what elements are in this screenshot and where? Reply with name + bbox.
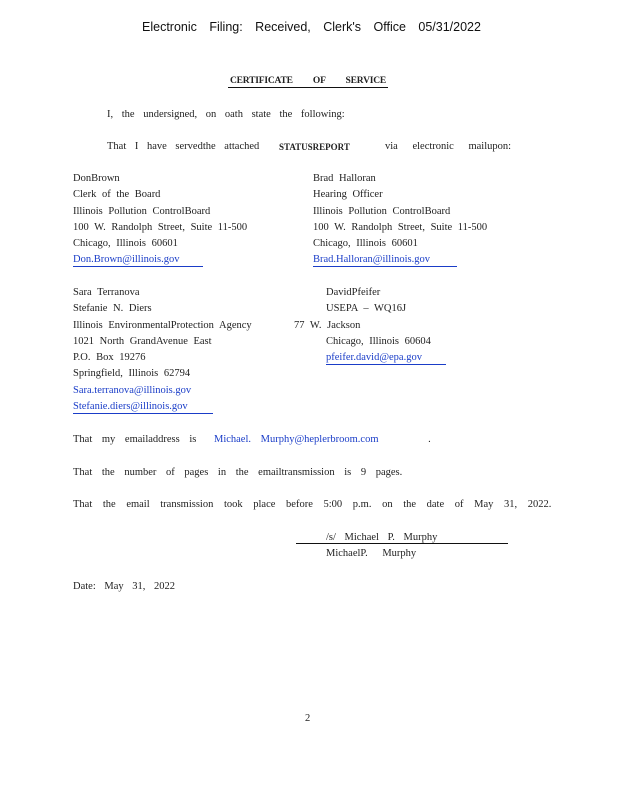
recipient-line: P.O. Box 19276 <box>73 352 146 364</box>
recipient-line: Chicago, Illinois 60601 <box>73 238 178 250</box>
email-link[interactable]: Brad.Halloran@illinois.gov <box>313 254 430 266</box>
recipient-line: Sara Terranova <box>73 287 140 298</box>
recipient-line: Springfield, Illinois 62794 <box>73 368 191 380</box>
email-link[interactable]: pfeifer.david@epa.gov <box>326 352 422 364</box>
email-underline <box>313 266 457 267</box>
served-statement-prefix: That I have servedthe attached <box>107 141 260 152</box>
recipient-line: USEPA – WQ16J <box>326 303 407 315</box>
recipient-line: Illinois Pollution ControlBoard <box>313 205 451 217</box>
email-statement-suffix: . <box>428 434 431 445</box>
email-underline <box>73 266 203 267</box>
certificate-title: CERTIFICATE OF SERVICE <box>230 76 387 86</box>
signature-date: Date: May 31, 2022 <box>73 581 175 592</box>
recipient-line: Chicago, Illinois 60601 <box>313 238 418 250</box>
recipient-line: 100 W. Randolph Street, Suite 11-500 <box>313 221 488 233</box>
transmission-time-statement: That the email transmission took place before 5:00 p.m. on the date of May 31, 2022. <box>73 499 552 510</box>
filing-stamp-header: Electronic Filing: Received, Clerk's Office 05/31/2022 <box>142 20 481 34</box>
served-statement-suffix: via electronic mailupon: <box>385 141 512 152</box>
signer-name: MichaelP. Murphy <box>326 548 417 559</box>
electronic-signature: /s/ Michael P. Murphy <box>326 532 438 543</box>
title-underline <box>228 87 388 88</box>
oath-statement: I, the undersigned, on oath state the following: <box>107 109 345 120</box>
email-link[interactable]: Don.Brown@illinois.gov <box>73 254 180 266</box>
recipient-line: Stefanie N. Diers <box>73 303 152 315</box>
recipient-line: Brad Halloran <box>313 173 376 184</box>
recipient-line: DonBrown <box>73 173 120 184</box>
email-underline <box>326 364 446 365</box>
recipient-line: DavidPfeifer <box>326 287 381 298</box>
email-underline <box>73 413 213 414</box>
page-count-statement: That the number of pages in the emailtransmission is 9 pages. <box>73 467 403 478</box>
served-document-name: STATUSREPORT <box>279 142 350 152</box>
recipient-line: 100 W. Randolph Street, Suite 11-500 <box>73 221 248 233</box>
recipient-don-brown <box>73 172 247 270</box>
recipient-line: Clerk of the Board <box>73 189 161 201</box>
email-address-statement <box>73 433 431 447</box>
recipient-usepa <box>294 286 431 367</box>
recipient-line: 77 W. Jackson <box>294 319 361 331</box>
recipient-line: Illinois EnvironmentalProtection Agency <box>73 319 252 331</box>
recipient-iepa <box>73 286 252 416</box>
recipient-brad-halloran <box>313 172 487 270</box>
recipient-line: Hearing Officer <box>313 189 383 201</box>
recipient-line: 1021 North GrandAvenue East <box>73 335 212 347</box>
email-statement-prefix: That my emailaddress is <box>73 434 197 445</box>
email-link[interactable]: Sara.terranova@illinois.gov <box>73 384 192 396</box>
email-link[interactable]: Stefanie.diers@illinois.gov <box>73 401 188 413</box>
recipient-line: Chicago, Illinois 60604 <box>326 335 431 347</box>
page-number: 2 <box>305 713 311 724</box>
sender-email-link[interactable]: Michael. Murphy@heplerbroom.com <box>213 434 379 445</box>
recipient-line: Illinois Pollution ControlBoard <box>73 205 211 217</box>
